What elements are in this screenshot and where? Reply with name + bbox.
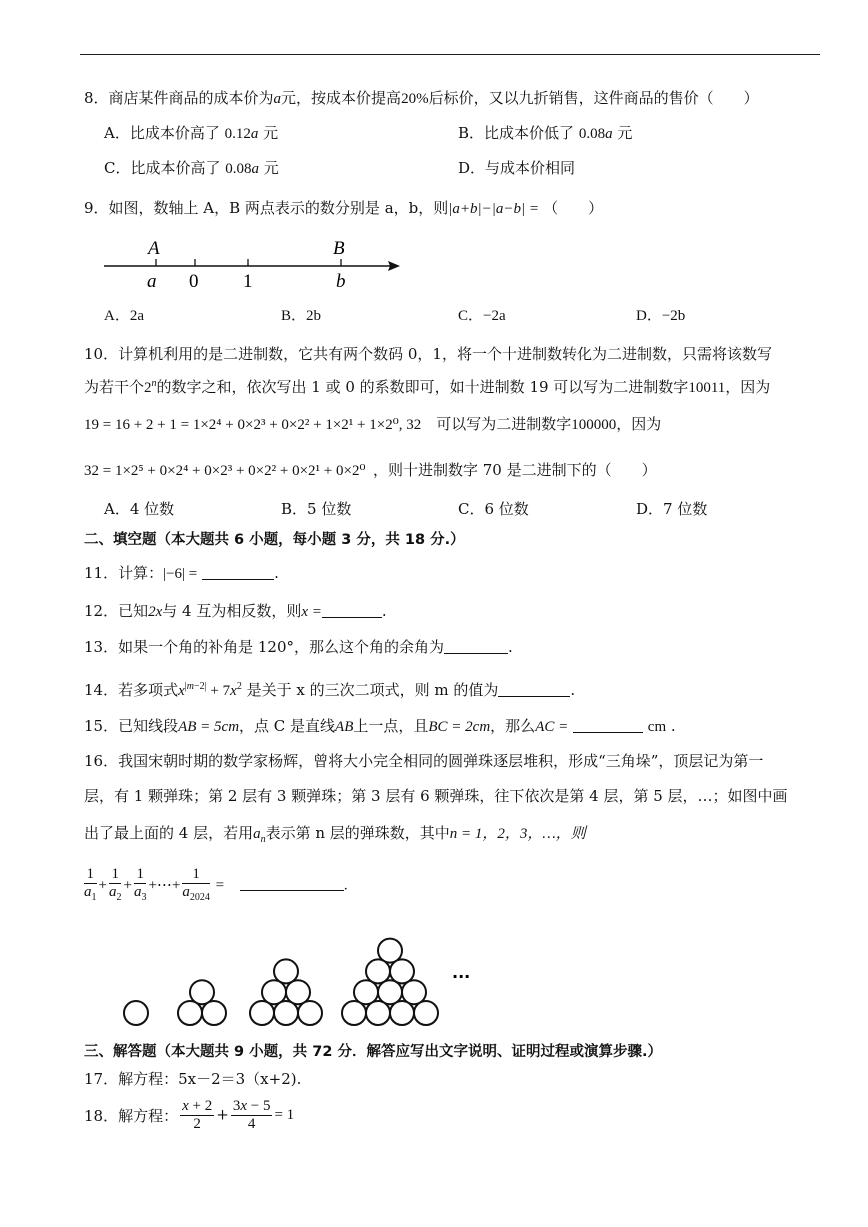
header-rule	[80, 54, 820, 55]
question-16-line2: 层，有 1 颗弹珠；第 2 层有 3 颗弹珠；第 3 层有 6 颗弹珠，往下依次是第 4 层，第 5 层，…；如图中画	[84, 787, 788, 805]
label-one: 1	[243, 271, 253, 292]
q13-answer-blank[interactable]	[444, 639, 508, 654]
q8-pct: 20%	[401, 91, 429, 107]
label-b: b	[336, 271, 346, 292]
q10-option-d[interactable]: D．7 位数	[636, 500, 708, 518]
q8-stem2: 元，按成本价提高	[281, 89, 402, 107]
q10-option-a[interactable]: A．4 位数	[104, 500, 175, 518]
q10-option-c[interactable]: C．6 位数	[458, 500, 529, 518]
marble	[124, 1001, 148, 1025]
label-zero: 0	[189, 271, 199, 292]
ellipsis-icon: ···	[452, 967, 471, 986]
label-A: A	[148, 238, 160, 259]
marble	[250, 1001, 274, 1025]
label-B: B	[333, 238, 345, 259]
marble	[342, 1001, 366, 1025]
question-11: 11．计算：|−6| = .	[84, 564, 279, 582]
q16-answer-blank[interactable]	[240, 876, 344, 891]
question-10-line2: 为若干个2$^n$的数字之和，依次写出 1 或 0 的系数即可，如十进制数 19 可以写为二进制数字10011，因为	[84, 378, 771, 396]
q9-option-c[interactable]: C．−2a	[458, 308, 506, 324]
question-17: 17．解方程：5x－2＝3（x+2).	[84, 1070, 302, 1088]
marble	[366, 1001, 390, 1025]
q14-answer-blank[interactable]	[498, 682, 570, 697]
q15-answer-blank[interactable]	[573, 718, 643, 733]
marble-pyramids-figure	[112, 920, 492, 1032]
marble	[274, 1001, 298, 1025]
q8-option-d[interactable]: D．与成本价相同	[458, 159, 576, 177]
question-8	[84, 88, 759, 109]
question-15: 15．已知线段AB = 5cm，点 C 是直线AB上一点，且BC = 2cm，那么AC = cm .	[84, 717, 676, 735]
marble	[178, 1001, 202, 1025]
question-16-line1: 16．我国宋朝时期的数学家杨辉，曾将大小完全相同的圆弹珠逐层堆积，形成“三角垛”，顶层记为第一	[84, 752, 764, 770]
number-line-figure	[96, 232, 416, 296]
marble	[298, 1001, 322, 1025]
q8-option-b[interactable]: B．比成本价低了 0.08a 元	[458, 124, 633, 142]
q8-stem3: 后标价，又以九折销售，这件商品的售价（ ）	[428, 89, 759, 107]
q8-stem: 8．商店某件商品的成本价为	[84, 89, 274, 107]
label-a: a	[147, 271, 157, 292]
question-14: 14．若多项式$x^{|m-2|} + 7x^2$ 是关于 x 的三次二项式，则 m 的值为 .	[84, 681, 576, 699]
question-9: 9．如图，数轴上 A，B 两点表示的数分别是 a，b，则|a+b|−|a−b| = （ ）	[84, 199, 604, 217]
marble	[414, 1001, 438, 1025]
marble	[390, 1001, 414, 1025]
marble	[202, 1001, 226, 1025]
q8-option-a[interactable]: A．比成本价高了 0.12a 元	[104, 124, 279, 142]
section-2-heading: 二、填空题（本大题共 6 小题，每小题 3 分，共 18 分.）	[84, 532, 465, 548]
q8-option-c[interactable]: C．比成本价高了 0.08a 元	[104, 159, 279, 177]
question-10-line3: 19 = 16 + 2 + 1 = 1×2⁴ + 0×2³ + 0×2² + 1×2¹ + 1×2⁰, 32 可以写为二进制数字100000，因为	[84, 415, 662, 433]
q9-expression: |a+b|−|a−b|	[448, 201, 526, 217]
question-16-line3: 出了最上面的 4 层，若用$a_n$表示第 n 层的弹珠数，其中n = 1，2，3，…，则	[84, 824, 586, 845]
question-13: 13．如果一个角的补角是 120°，那么这个角的余角为 .	[84, 638, 513, 656]
q12-answer-blank[interactable]	[322, 603, 382, 618]
question-10-line1: 10．计算机利用的是二进制数，它共有两个数码 0，1，将一个十进制数转化为二进制数，只需将该数写	[84, 345, 772, 363]
q16-sum-expression: $\frac{1}{a_1}$ + $\frac{1}{a_2}$ + $\frac{1}{a_3}$ +⋯+ $\frac{1}{a_{2024}}$ = .	[84, 866, 348, 903]
question-18: 18．解方程： $\frac{x + 2}{2}$ + $\frac{3x - 5}{4}$ = 1	[84, 1098, 295, 1132]
q11-answer-blank[interactable]	[202, 565, 274, 580]
q9-option-b[interactable]: B．2b	[281, 308, 322, 324]
section-3-heading: 三、解答题（本大题共 9 小题，共 72 分．解答应写出文字说明、证明过程或演算步骤.）	[84, 1044, 662, 1060]
question-12: 12．已知2x与 4 互为相反数，则x = .	[84, 602, 387, 620]
q10-option-b[interactable]: B．5 位数	[281, 500, 352, 518]
q8-var: a	[273, 91, 282, 107]
question-10-line4: 32 = 1×2⁵ + 0×2⁴ + 0×2³ + 0×2² + 0×2¹ + 0×2⁰ ，则十进制数字 70 是二进制下的（ ）	[84, 461, 657, 479]
q9-option-a[interactable]: A．2a	[104, 308, 144, 324]
q9-option-d[interactable]: D．−2b	[636, 308, 686, 324]
